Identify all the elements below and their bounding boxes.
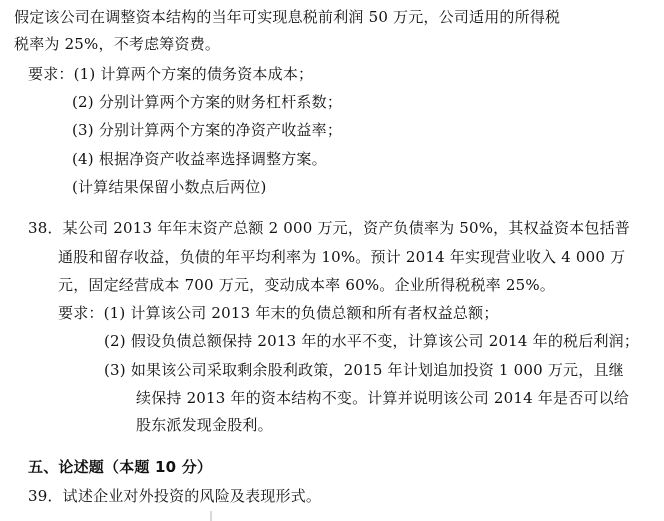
prev-requirement-3: (3) 分别计算两个方案的净资产收益率； bbox=[72, 121, 343, 139]
q38-requirement-2: (2) 假设负债总额保持 2013 年的水平不变，计算该公司 2014 年的税后利润； bbox=[104, 332, 640, 350]
q39-line-1: 39．试述企业对外投资的风险及表现形式。 bbox=[28, 487, 322, 505]
q38-requirement-3-line-3: 股东派发现金股利。 bbox=[136, 416, 273, 434]
prev-requirement-4: (4) 根据净资产收益率选择调整方案。 bbox=[72, 150, 327, 168]
q38-line-3: 元，固定经营成本 700 万元，变动成本率 60%。企业所得税税率 25%。 bbox=[58, 276, 555, 294]
q38-requirement-1: 要求：(1) 计算该公司 2013 年末的负债总额和所有者权益总额； bbox=[58, 304, 499, 322]
prev-question-line-2: 税率为 25%，不考虑筹资费。 bbox=[14, 35, 221, 53]
q38-line-1: 38．某公司 2013 年年末资产总额 2 000 万元，资产负债率为 50%，其权益资本包括普 bbox=[28, 219, 630, 237]
prev-question-line-1: 假定该公司在调整资本结构的当年可实现息税前利润 50 万元，公司适用的所得税 bbox=[14, 8, 561, 26]
rounding-note: (计算结果保留小数点后两位) bbox=[72, 178, 267, 196]
q38-line-2: 通股和留存收益，负债的年平均利率为 10%。预计 2014 年实现营业收入 4 000 万 bbox=[58, 248, 626, 266]
page-edge-mark bbox=[210, 511, 212, 521]
section-heading: 五、论述题（本题 10 分） bbox=[28, 458, 213, 476]
prev-requirement-1: 要求：(1) 计算两个方案的债务资本成本； bbox=[28, 65, 314, 83]
q38-requirement-3-line-1: (3) 如果该公司采取剩余股利政策，2015 年计划追加投资 1 000 万元，且继 bbox=[104, 361, 624, 379]
prev-requirement-2: (2) 分别计算两个方案的财务杠杆系数； bbox=[72, 93, 343, 111]
q38-requirement-3-line-2: 续保持 2013 年的资本结构不变。计算并说明该公司 2014 年是否可以给 bbox=[136, 389, 630, 407]
